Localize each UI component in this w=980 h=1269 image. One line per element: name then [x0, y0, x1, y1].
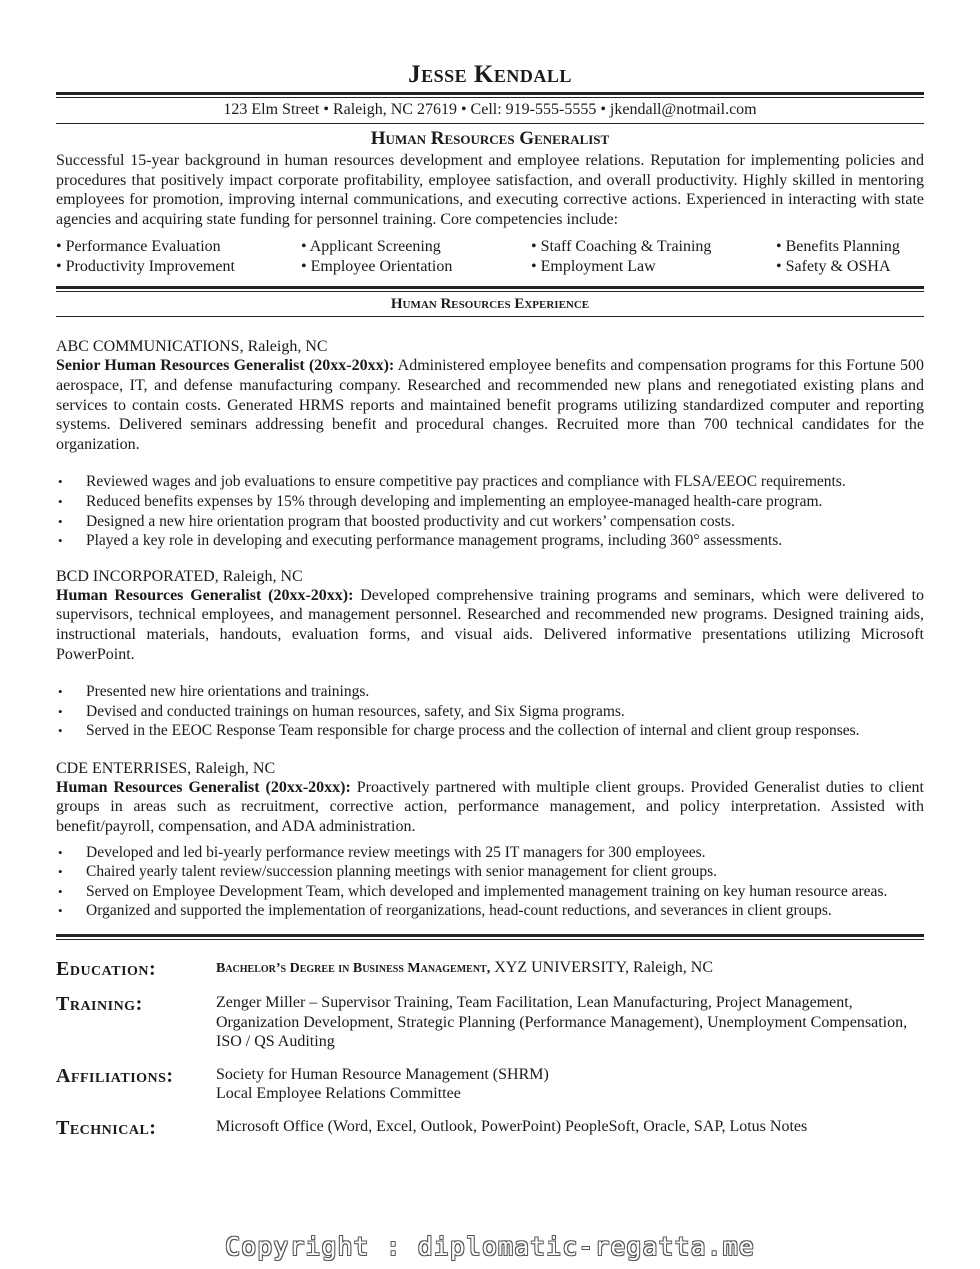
contact-rule — [56, 123, 924, 124]
experience-top-rule — [56, 286, 924, 292]
job-position: Human Resources Generalist (20xx-20xx): — [56, 586, 354, 604]
job-description — [56, 778, 924, 837]
job-company: ABC COMMUNICATIONS, Raleigh, NC — [56, 338, 328, 356]
job-company: BCD INCORPORATED, Raleigh, NC — [56, 567, 303, 585]
affiliations-label: Affiliations: — [56, 1064, 174, 1087]
bottom-double-rule — [56, 934, 924, 940]
job-bullets — [56, 472, 924, 550]
competency-item: • Employee Orientation — [301, 257, 531, 277]
job-bullets — [56, 843, 924, 921]
candidate-name: Jesse Kendall — [408, 61, 572, 88]
list-item: • Designed a new hire orientation program that boosted productivity and cut workers’ compensation costs. — [56, 512, 924, 532]
job-description-text: Administered employee benefits and compensation programs for this Fortune 500 aerospace, IT, and defense manufacturing company. Researched and recommended new plans and renegotiated existing plans and services to contain costs. Generated HRMS reports and maintained benefit programs utilizing standardized computer and reporting systems. Delivered seminars addressing benefit and procedural changes. Recruited more than 700 technical candidates for the organization. — [56, 357, 925, 453]
job-position: Human Resources Generalist (20xx-20xx): — [56, 778, 351, 796]
competency-item: • Staff Coaching & Training — [531, 237, 776, 257]
job-description-text: Developed comprehensive training programs and seminars, which were delivered to supervisors, technical employees, and management personnel. Researched and recommended new programs. Designed training aids, instructional materials, handouts, evaluation forms, and visual aids. Delivered informative presentations utilizing Microsoft PowerPoint. — [56, 586, 925, 663]
resume-page — [56, 60, 924, 1139]
contact-line: 123 Elm Street • Raleigh, NC 27619 • Cell: 919-555-5555 • jkendall@notmail.com — [223, 101, 757, 118]
summary-paragraph: Successful 15-year background in human resources development and employee relations. Reputation for implementing policies and procedures that positively impact corporate profitability, employee satisfaction, and overall productivity. Highly skilled in mentoring employees for promotion, improving internal communications, and executing corrective actions. Experienced in interacting with state agencies and acquiring state funding for personnel training. Core competencies include: — [56, 152, 924, 228]
technical-value: Microsoft Office (Word, Excel, Outlook, PowerPoint) PeopleSoft, Oracle, SAP, Lotus Notes — [216, 1118, 808, 1135]
job-description-text: Proactively partnered with multiple client groups. Provided Generalist duties to client groups in areas such as recruitment, corrective action, performance management, and policy interpretation. Assisted with benefit/payroll, compensation, and ADA administration. — [56, 778, 924, 836]
job-title: Human Resources Generalist — [370, 128, 610, 149]
affiliations-value — [216, 1065, 924, 1104]
technical-label: Technical: — [56, 1117, 157, 1139]
education-row — [56, 958, 924, 980]
list-item: • Organized and supported the implementation of reorganizations, head-count reductions, and severances in client groups. — [56, 901, 924, 921]
job-bullets — [56, 682, 924, 741]
job-company: CDE ENTERRISES, Raleigh, NC — [56, 759, 276, 777]
list-item: • Served in the EEOC Response Team responsible for charge process and the collection of internal and client group responses. — [56, 721, 924, 741]
competency-item: • Productivity Improvement — [56, 257, 301, 277]
experience-bottom-rule — [56, 316, 924, 317]
education-degree: Bachelor’s Degree in Business Management, — [216, 961, 491, 977]
affiliation-item: Society for Human Resource Management (SHRM) — [216, 1065, 549, 1083]
training-value: Zenger Miller – Supervisor Training, Team Facilitation, Lean Manufacturing, Project Management, Organization Development, Strategic Planning (Performance Management), Unemployment Compensation, ISO / QS Auditing — [216, 994, 908, 1051]
training-label: Training: — [56, 993, 143, 1016]
training-row — [56, 993, 924, 1052]
job-description — [56, 586, 924, 664]
copyright-watermark: Copyright : diplomatic-regatta.me — [225, 1232, 755, 1261]
job-position: Senior Human Resources Generalist (20xx-20xx): — [56, 357, 395, 375]
list-item: • Reduced benefits expenses by 15% through developing and implementing an employee-managed health-care program. — [56, 492, 924, 512]
education-value — [216, 958, 924, 980]
competency-item: • Applicant Screening — [301, 237, 531, 257]
education-school: XYZ UNIVERSITY, Raleigh, NC — [490, 959, 714, 977]
education-label: Education: — [56, 958, 157, 981]
technical-row — [56, 1117, 924, 1139]
list-item: • Presented new hire orientations and trainings. — [56, 682, 924, 702]
competency-item: • Performance Evaluation — [56, 237, 301, 257]
list-item: • Played a key role in developing and executing performance management programs, including 360° assessments. — [56, 531, 924, 551]
list-item: • Developed and led bi-yearly performance review meetings with 25 IT managers for 300 employees. — [56, 843, 924, 863]
competency-item: • Safety & OSHA — [776, 257, 924, 277]
list-item: • Devised and conducted trainings on human resources, safety, and Six Sigma programs. — [56, 702, 924, 722]
competency-item: • Employment Law — [531, 257, 776, 277]
affiliation-item: Local Employee Relations Committee — [216, 1085, 461, 1103]
affiliations-row — [56, 1065, 924, 1104]
list-item: • Served on Employee Development Team, which developed and implemented management training on key human resource areas. — [56, 882, 924, 902]
competency-item: • Benefits Planning — [776, 237, 924, 257]
list-item: • Reviewed wages and job evaluations to ensure competitive pay practices and compliance with FLSA/EEOC requirements. — [56, 472, 924, 492]
job-description — [56, 356, 924, 454]
list-item: • Chaired yearly talent review/succession planning meetings with senior management for client groups. — [56, 862, 924, 882]
competencies-list — [56, 237, 924, 277]
experience-heading: Human Resources Experience — [390, 296, 590, 313]
header-double-rule — [56, 92, 924, 98]
